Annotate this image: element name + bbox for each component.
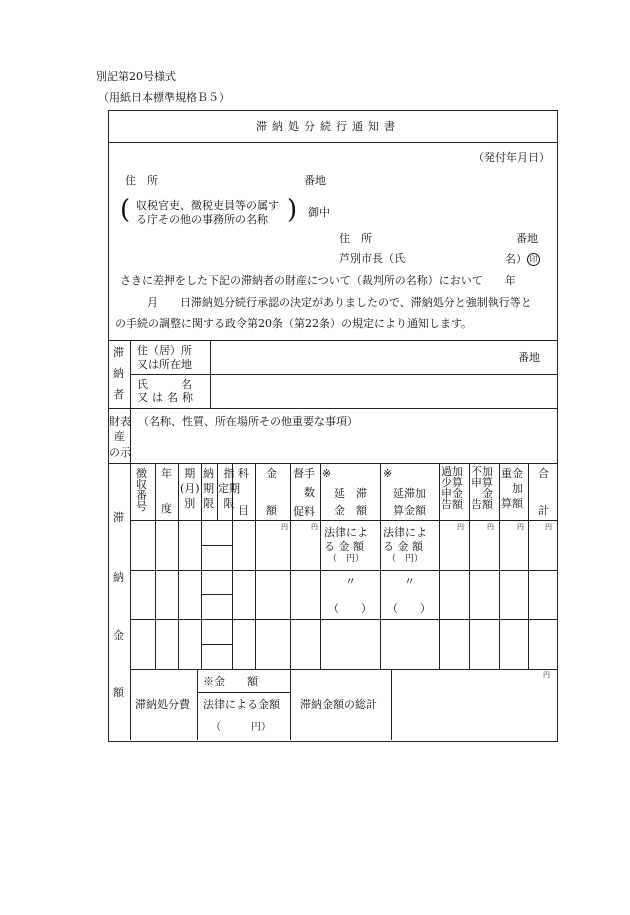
entaikasan-ditto: 〃 [404, 575, 415, 588]
yen-tokusoku: 円 [311, 523, 318, 531]
kome-kingaku-label: ※金 額 [203, 675, 258, 688]
onchu: 御中 [308, 206, 330, 219]
paper-size-note: （用紙日本標準規格Ｂ５） [98, 91, 230, 104]
office-right-paren: ) [287, 195, 298, 225]
property-label-c: の示 [109, 446, 131, 459]
entaikasan-ditto-paren: （ ） [387, 602, 431, 615]
yen-kashou: 円 [457, 523, 464, 531]
form-number: 別記第20号様式 [96, 70, 176, 83]
col-line-8 [380, 463, 381, 669]
amount-side-2: 納 [113, 571, 124, 584]
col-line-2 [178, 463, 179, 669]
taxpayer-banchi: 番地 [518, 351, 540, 364]
data-row-1-divider [130, 570, 557, 571]
col-line-1 [155, 463, 156, 669]
col-line-6 [290, 463, 291, 669]
entai-law-3: （ 円） [328, 554, 365, 564]
hdr-entai-2: 金 額 [334, 504, 367, 517]
yen-fushin: 円 [487, 523, 494, 531]
seal-stamp: 印 [527, 253, 540, 266]
hdr-fushin: 不加 申算 金 告額 [471, 465, 493, 511]
notice-divider [108, 340, 557, 341]
lower-line-3 [391, 669, 392, 740]
hdr-gokei: 合 計 [538, 467, 549, 517]
entai-ditto: 〃 [345, 575, 356, 588]
body-line-1: さきに差押をした下記の滞納者の財産について（裁判所の名称）において 年 [120, 274, 516, 287]
law-amount-label: 法律による金額 [203, 698, 280, 711]
mayor-name-label: 名） [505, 252, 527, 266]
col-line-7 [320, 463, 321, 669]
entai-law-1: 法律によ [324, 526, 368, 539]
amount-side-4: 額 [113, 686, 124, 699]
entai-law-2: る 金 額 [324, 540, 364, 553]
hdr-entaikasan-2: 算金額 [393, 504, 426, 517]
mayor-label: 芦別市長（氏 [339, 252, 405, 265]
issue-date: （発付年月日） [473, 151, 550, 164]
lower-line-1 [197, 669, 198, 740]
hdr-entaikasan-mark: ※ [383, 467, 393, 480]
col-line-12 [528, 463, 529, 669]
hdr-nouki: 納 期 限 [203, 467, 214, 510]
hdr-shitei: 指 定期 限 [218, 467, 240, 510]
hdr-kashou: 過加 少算 申金 告額 [441, 465, 463, 511]
col-line-9 [439, 463, 440, 669]
hdr-entai-1: 延 滞 [334, 487, 367, 500]
taxpayer-address-label-2: 又は所在地 [137, 358, 192, 371]
taxpayer-name-label-1: 氏 名 [137, 378, 192, 391]
office-name-line1: 収税官吏、徴税吏員等の属す [136, 199, 279, 212]
data-row-2-divider [130, 619, 557, 620]
hdr-tokusoku: 督手 数 促料 [293, 467, 315, 518]
nouki-sub-2 [201, 594, 232, 595]
nouki-sub-1 [201, 545, 232, 546]
recipient-address-label: 住 所 [125, 174, 158, 187]
col-line-3 [201, 463, 202, 669]
amount-side-3: 金 [113, 629, 124, 642]
hdr-nendo: 年 度 [161, 467, 172, 515]
hdr-kingaku: 金 額 [266, 467, 277, 517]
amount-side-1: 滞 [113, 511, 124, 524]
lower-sub-divider [197, 692, 290, 693]
sender-banchi: 番地 [516, 232, 538, 245]
hdr-ki: 期 (月) 別 [180, 467, 200, 510]
title-divider [108, 142, 557, 143]
taxpayer-side-2: 納 [113, 367, 124, 380]
hdr-entai-mark: ※ [322, 467, 332, 480]
lower-line-2 [290, 669, 291, 740]
yen-kingaku: 円 [281, 523, 288, 531]
col-line-5 [255, 463, 256, 669]
hdr-kamoku: 科 目 [238, 467, 249, 517]
law-amount-yen: （ 円） [211, 722, 271, 733]
entaikasan-law-2: る 金 額 [383, 540, 423, 553]
hdr-juu: 重金 加 算額 [501, 467, 523, 510]
amount-side-divider [130, 463, 131, 740]
property-label-a: 財表 [109, 415, 131, 428]
form-title: 滞納処分続行通知書 [256, 120, 400, 133]
taxpayer-side-1: 滞 [113, 346, 124, 359]
yen-juu: 円 [517, 523, 524, 531]
data-row-3-divider [130, 669, 557, 670]
property-description: （名称、性質、所在場所その他重要な事項） [138, 415, 358, 428]
shobunhi-label: 滞納処分費 [135, 698, 190, 711]
body-line-3: の手続の調整に関する政令第20条（第22条）の規定により通知します。 [115, 317, 473, 330]
recipient-banchi: 番地 [304, 174, 326, 187]
entai-ditto-paren: （ ） [328, 602, 372, 615]
yen-total: 円 [543, 671, 550, 679]
taxpayer-mid-divider [130, 374, 557, 375]
taxpayer-name-label-2: 又は名称 [137, 391, 197, 404]
taxpayer-divider [108, 408, 557, 409]
hdr-chosyu: 徴 収 番 号 [136, 467, 147, 513]
sender-address-label: 住 所 [339, 232, 372, 245]
taxpayer-address-label-1: 住（居）所 [137, 344, 192, 357]
office-name-line2: る庁その他の事務所の名称 [136, 213, 268, 226]
yen-gokei: 円 [545, 523, 552, 531]
body-line-2: 月 日滞納処分続行承認の決定がありましたので、滞納処分と強制執行等と [147, 296, 532, 309]
col-line-11 [499, 463, 500, 669]
office-left-paren: ( [120, 195, 131, 225]
property-label-b: 産 [114, 430, 125, 443]
taxpayer-side-3: 者 [113, 388, 124, 401]
entaikasan-law-1: 法律によ [383, 526, 427, 539]
nouki-sub-3 [201, 644, 232, 645]
property-divider [108, 463, 557, 464]
header-row-divider [130, 520, 557, 521]
hdr-entaikasan-1: 延滞加 [393, 487, 426, 500]
mayor-name-close [505, 253, 540, 266]
total-label: 滞納金額の総計 [300, 698, 377, 711]
col-line-10 [469, 463, 470, 669]
entaikasan-law-3: （ 円） [387, 554, 424, 564]
